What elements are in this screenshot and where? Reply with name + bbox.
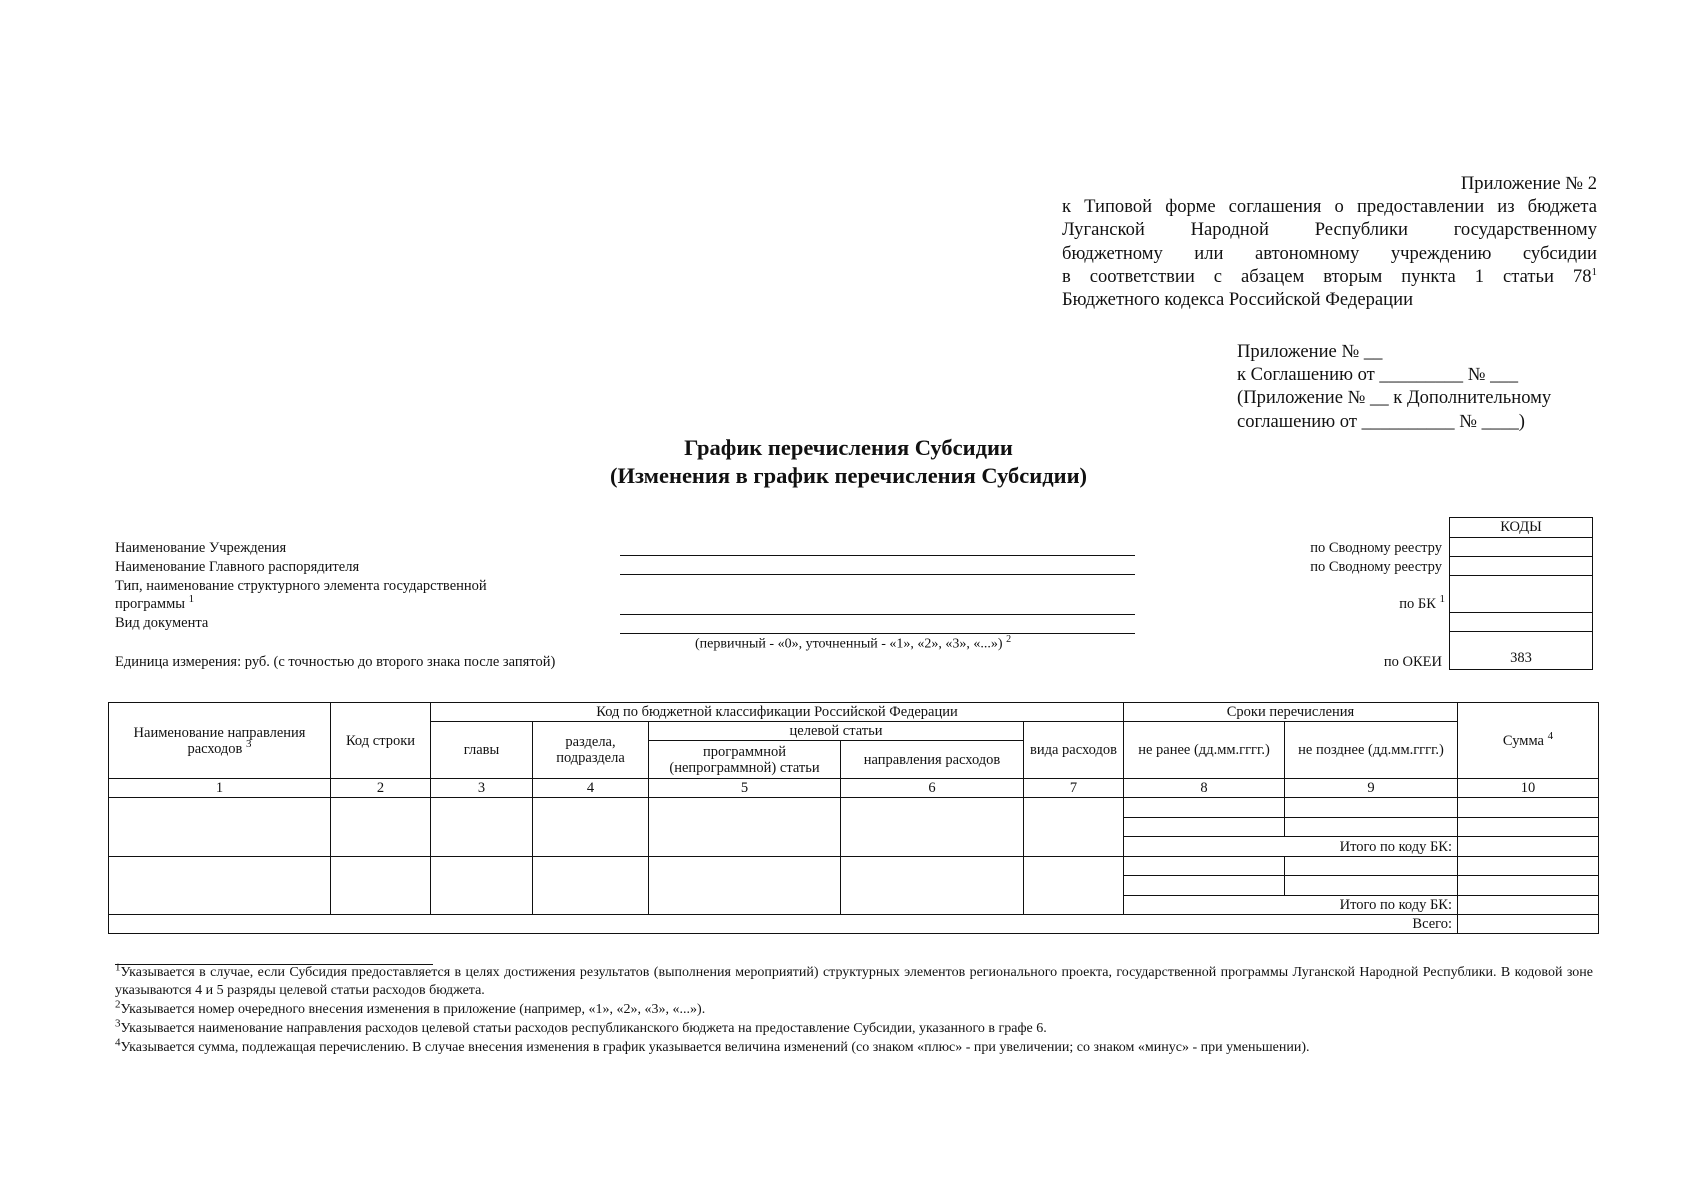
footnote-ref: 1: [1439, 593, 1445, 606]
col-header-program: программной (непрограммной) статьи: [649, 741, 841, 779]
appendix-line: Луганской Народной Республики государственному: [1062, 219, 1597, 241]
appendix-line: к Типовой форме соглашения о предоставлении из бюджета: [1062, 196, 1597, 218]
col-number: 6: [841, 779, 1024, 798]
code-cell-reestr-1[interactable]: [1450, 538, 1593, 557]
col-header-name: Наименование направления расходов $^3$: [109, 703, 331, 779]
page-title: График перечисления Субсидии: [684, 435, 1013, 460]
doc-type-label: Вид документа: [115, 615, 209, 631]
institution-field[interactable]: [620, 555, 1135, 556]
program-type-label: Тип, наименование структурного элемента государственной: [115, 578, 487, 594]
reestr-label: по Сводному реестру: [1310, 559, 1442, 575]
table-cell[interactable]: [1124, 798, 1285, 818]
table-cell[interactable]: [331, 798, 431, 857]
col-header-sum: Сумма $^4$: [1458, 703, 1599, 779]
total-label: Всего:: [109, 915, 1458, 934]
col-header-code: Код строки: [331, 703, 431, 779]
code-cell-doc-type[interactable]: [1450, 613, 1593, 632]
table-cell[interactable]: [841, 857, 1024, 915]
unit-label: Единица измерения: руб. (с точностью до второго знака после запятой): [115, 654, 556, 670]
table-cell[interactable]: [331, 857, 431, 915]
table-cell[interactable]: [841, 798, 1024, 857]
col-header-chapter: главы: [431, 722, 533, 779]
program-type-label-cont: программы $^1$: [115, 593, 195, 612]
subtotal-label: Итого по коду БК:: [1124, 896, 1458, 915]
doc-type-hint: (первичный - «0», уточненный - «1», «2», «3», «...») $^2$: [695, 634, 1012, 652]
col-header-terms-group: Сроки перечисления: [1124, 703, 1458, 722]
main-manager-field[interactable]: [620, 574, 1135, 575]
codes-header: КОДЫ: [1450, 518, 1593, 538]
table-cell[interactable]: [649, 798, 841, 857]
col-header-section: раздела, подраздела: [533, 722, 649, 779]
schedule-table: [108, 702, 1599, 934]
footnote-ref: 2: [1006, 634, 1012, 645]
col-header-not-earlier: не ранее (дд.мм.гггг.): [1124, 722, 1285, 779]
total-cell[interactable]: [1458, 915, 1599, 934]
code-cell-reestr-2[interactable]: [1450, 557, 1593, 576]
table-cell[interactable]: [1285, 876, 1458, 896]
table-cell[interactable]: [533, 857, 649, 915]
col-header-not-later: не позднее (дд.мм.гггг.): [1285, 722, 1458, 779]
table-cell[interactable]: [1285, 857, 1458, 876]
subtotal-label: Итого по коду БК:: [1124, 837, 1458, 857]
col-header-expense-type: вида расходов: [1024, 722, 1124, 779]
table-cell[interactable]: [109, 857, 331, 915]
col-number: 10: [1458, 779, 1599, 798]
table-cell[interactable]: [1124, 876, 1285, 896]
bk-label: по БК $^1$: [1399, 593, 1445, 612]
col-number: 3: [431, 779, 533, 798]
col-number: 5: [649, 779, 841, 798]
table-cell[interactable]: [1285, 818, 1458, 837]
code-cell-okei: 383: [1450, 632, 1593, 670]
footnote-ref: 1: [1591, 265, 1597, 278]
program-type-field[interactable]: [620, 614, 1135, 615]
okei-label: по ОКЕИ: [1383, 654, 1442, 670]
footnote-ref: 1: [188, 593, 195, 606]
page-subtitle: (Изменения в график перечисления Субсидии): [609, 463, 1088, 488]
appendix-sub-header: [1237, 340, 1597, 433]
footnote-2: $^2$Указывается номер очередного внесения изменения в приложение (например, «1», «2», «3», «...»).: [115, 998, 706, 1017]
table-cell[interactable]: [109, 798, 331, 857]
appendix-number: Приложение № 2: [1460, 173, 1597, 194]
appendix-sub-line: (Приложение № __ к Дополнительному: [1237, 387, 1552, 409]
col-number: 4: [533, 779, 649, 798]
appendix-line: бюджетному или автономному учреждению субсидии: [1062, 242, 1597, 264]
table-cell[interactable]: [1458, 798, 1599, 818]
table-cell[interactable]: [1024, 857, 1124, 915]
table-cell[interactable]: [533, 798, 649, 857]
code-cell-bk[interactable]: [1450, 576, 1593, 613]
table-cell[interactable]: [1458, 818, 1599, 837]
col-header-target-group: целевой статьи: [649, 722, 1024, 741]
col-number: 8: [1124, 779, 1285, 798]
table-cell[interactable]: [649, 857, 841, 915]
table-cell[interactable]: [1124, 818, 1285, 837]
table-cell[interactable]: [431, 857, 533, 915]
table-cell[interactable]: [1458, 876, 1599, 896]
appendix-line: Бюджетного кодекса Российской Федерации: [1062, 289, 1414, 311]
codes-box: [1449, 517, 1593, 670]
col-header-direction: направления расходов: [841, 741, 1024, 779]
footnote-4: $^4$Указывается сумма, подлежащая перечислению. В случае внесения изменения в график указывается величина изменений (со знаком «плюс» - при увеличении; со знаком «минус» - при уменьшении).: [115, 1036, 1310, 1055]
subtotal-cell[interactable]: [1458, 837, 1599, 857]
col-number: 2: [331, 779, 431, 798]
table-cell[interactable]: [1124, 857, 1285, 876]
table-cell[interactable]: [1458, 857, 1599, 876]
appendix-sub-line: к Соглашению от _________ № ___: [1237, 364, 1519, 386]
institution-label: Наименование Учреждения: [115, 540, 287, 556]
col-header-bk-group: Код по бюджетной классификации Российской Федерации: [431, 703, 1124, 722]
appendix-sub-line: Приложение № __: [1237, 341, 1383, 362]
col-number: 7: [1024, 779, 1124, 798]
table-cell[interactable]: [431, 798, 533, 857]
col-number: 1: [109, 779, 331, 798]
reestr-label: по Сводному реестру: [1310, 540, 1442, 556]
appendix-sub-line: соглашению от __________ № ____): [1237, 410, 1525, 432]
footnote-ref: 4: [1547, 729, 1554, 742]
appendix-header: [1062, 172, 1597, 311]
footnote-3: $^3$Указывается наименование направления расходов целевой статьи расходов республиканского бюджета на предоставление Субсидии, указанного в графе 6.: [115, 1017, 1047, 1036]
col-number: 9: [1285, 779, 1458, 798]
table-cell[interactable]: [1285, 798, 1458, 818]
main-manager-label: Наименование Главного распорядителя: [115, 559, 360, 575]
appendix-line: в соответствии с абзацем вторым пункта 1 статьи $78^1$: [1062, 265, 1597, 287]
subtotal-cell[interactable]: [1458, 896, 1599, 915]
table-cell[interactable]: [1024, 798, 1124, 857]
footnote-ref: 3: [246, 737, 252, 750]
footnote-1: $^1$Указывается в случае, если Субсидия предоставляется в целях достижения результатов (выполнения мероприятий) структурных элементов регионального проекта, государственной программы Луганской Народной Республики. В кодовой зоне указываются 4 и 5 разряды целевой статьи расходов бюджета.: [115, 961, 1593, 998]
